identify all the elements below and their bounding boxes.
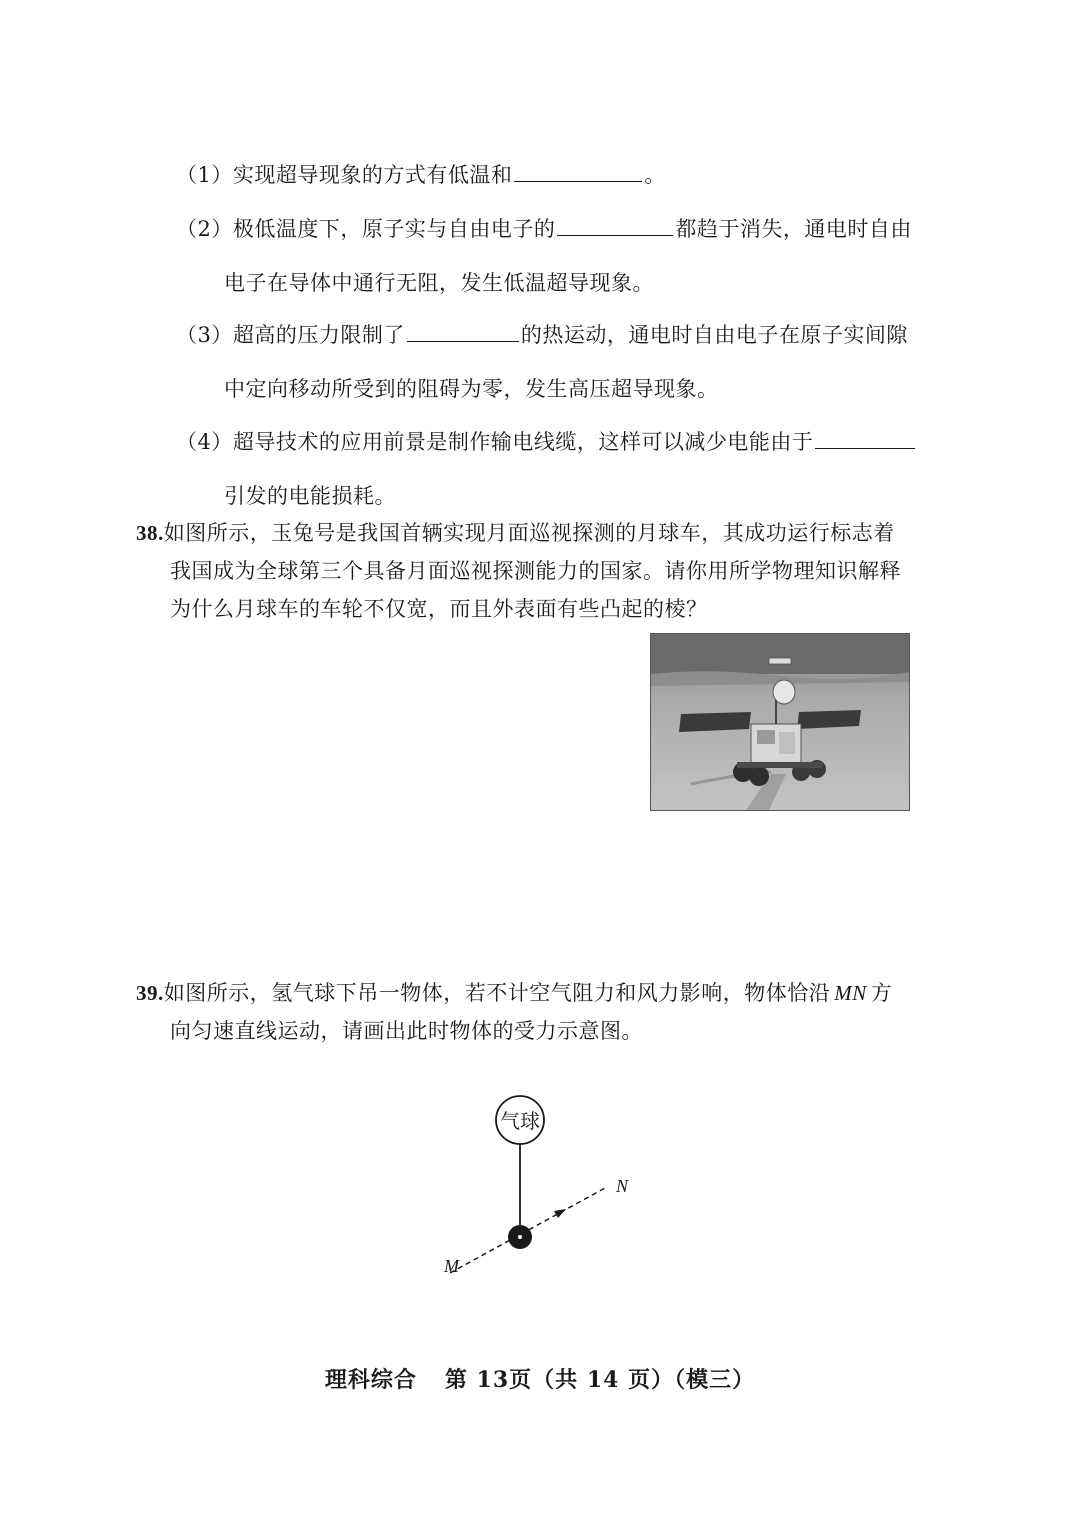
q38-number: 38.: [136, 521, 164, 545]
lunar-rover-illustration: [651, 634, 909, 810]
q38-line-2: 我国成为全球第三个具备月面巡视探测能力的国家。请你用所学物理知识解释: [170, 559, 901, 583]
answer-blank-4[interactable]: [815, 428, 915, 449]
q37-item-3-cont: 中定向移动所受到的阻碍为零，发生高压超导现象。: [224, 377, 719, 401]
q38-line-1: [136, 518, 895, 548]
balloon-label: 气球: [500, 1109, 540, 1133]
answer-blank-3[interactable]: [407, 321, 519, 342]
q37-item-1-end: 。: [644, 163, 666, 187]
q38-text-1: 如图所示，玉兔号是我国首辆实现月面巡视探测的月球车，其成功运行标志着: [163, 521, 895, 545]
q39-number: 39.: [136, 981, 164, 1005]
q37-item-3-text-b: 的热运动，通电时自由电子在原子实间隙: [520, 323, 908, 347]
footer-subject: 理科综合: [324, 1367, 417, 1393]
footer-page-number: 第 13页（共 14 页）（模三）: [444, 1367, 756, 1393]
q39-text-mn: MN: [834, 981, 867, 1005]
answer-blank-2[interactable]: [557, 215, 673, 236]
q37-item-2-cont: 电子在导体中通行无阻，发生低温超导现象。: [224, 271, 654, 295]
q37-item-4-cont: 引发的电能损耗。: [224, 484, 396, 508]
q37-item-4: [176, 427, 917, 457]
q37-item-2-text-a: （2）极低温度下，原子实与自由电子的: [176, 217, 556, 241]
page-footer: [0, 1363, 1080, 1394]
q37-item-2: [176, 214, 912, 244]
q37-item-2-text-b: 都趋于消失，通电时自由: [675, 217, 912, 241]
q37-item-1-text: （1）实现超导现象的方式有低温和: [176, 163, 513, 187]
q39-text-1a: 如图所示，氢气球下吊一物体，若不计空气阻力和风力影响，物体恰沿: [163, 981, 831, 1005]
q39-text-1b: 方: [870, 981, 893, 1005]
label-n: N: [616, 1176, 629, 1196]
q39-line-2: 向匀速直线运动，请画出此时物体的受力示意图。: [170, 1019, 643, 1043]
q39-line-1: [136, 978, 892, 1008]
balloon-diagram: [430, 1080, 650, 1290]
q37-item-1: [176, 160, 666, 190]
lunar-rover-photo: [650, 633, 910, 811]
q38-line-3: 为什么月球车的车轮不仅宽，而且外表面有些凸起的棱？: [170, 597, 708, 621]
q37-item-3-text-a: （3）超高的压力限制了: [176, 323, 405, 347]
label-m: M: [444, 1256, 459, 1276]
answer-blank-1[interactable]: [514, 161, 642, 182]
q37-item-3: [176, 320, 908, 350]
direction-arrow-icon: [554, 1209, 566, 1218]
q37-item-4-text-a: （4）超导技术的应用前景是制作输电线缆，这样可以减少电能由于: [176, 430, 814, 454]
